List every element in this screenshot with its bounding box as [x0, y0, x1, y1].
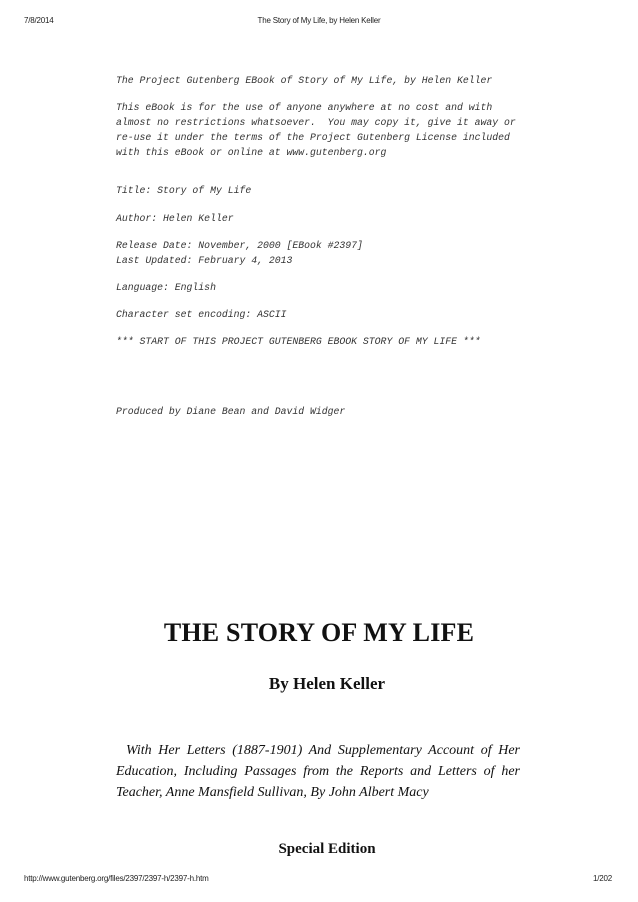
print-header-date: 7/8/2014: [24, 16, 54, 25]
start-marker-line: *** START OF THIS PROJECT GUTENBERG EBOOK STORY OF MY LIFE ***: [116, 336, 481, 347]
print-footer-url: http://www.gutenberg.org/files/2397/2397-h/2397-h.htm: [24, 874, 209, 883]
release-info: Release Date: November, 2000 [EBook #2397] Last Updated: February 4, 2013: [116, 240, 363, 266]
language-line: Language: English: [116, 282, 216, 293]
produced-by-line: Produced by Diane Bean and David Widger: [116, 406, 346, 417]
book-author: By Helen Keller: [268, 674, 386, 693]
encoding-line: Character set encoding: ASCII: [116, 309, 287, 320]
author-line: Author: Helen Keller: [116, 213, 234, 224]
title-line: Title: Story of My Life: [116, 185, 252, 196]
book-title: THE STORY OF MY LIFE: [163, 618, 475, 647]
edition-heading: Special Edition: [278, 841, 376, 857]
gutenberg-header-line: The Project Gutenberg EBook of Story of My Life, by Helen Keller: [116, 75, 493, 86]
book-subtitle: With Her Letters (1887-1901) And Supplementary Account of Her Education, Including Passages from the Reports and Letters of her Teacher, Anne Mansfield Sullivan, By John Albert Macy: [116, 743, 520, 800]
print-header-title: The Story of My Life, by Helen Keller: [257, 16, 381, 25]
license-paragraph: This eBook is for the use of anyone anywhere at no cost and with almost no restrictions whatsoever. You may copy it, give it away or re-use it under the terms of the Project Gutenberg License included with this eBook or online at www.gutenberg.org: [116, 102, 516, 158]
print-footer-page-number: 1/202: [592, 874, 612, 883]
